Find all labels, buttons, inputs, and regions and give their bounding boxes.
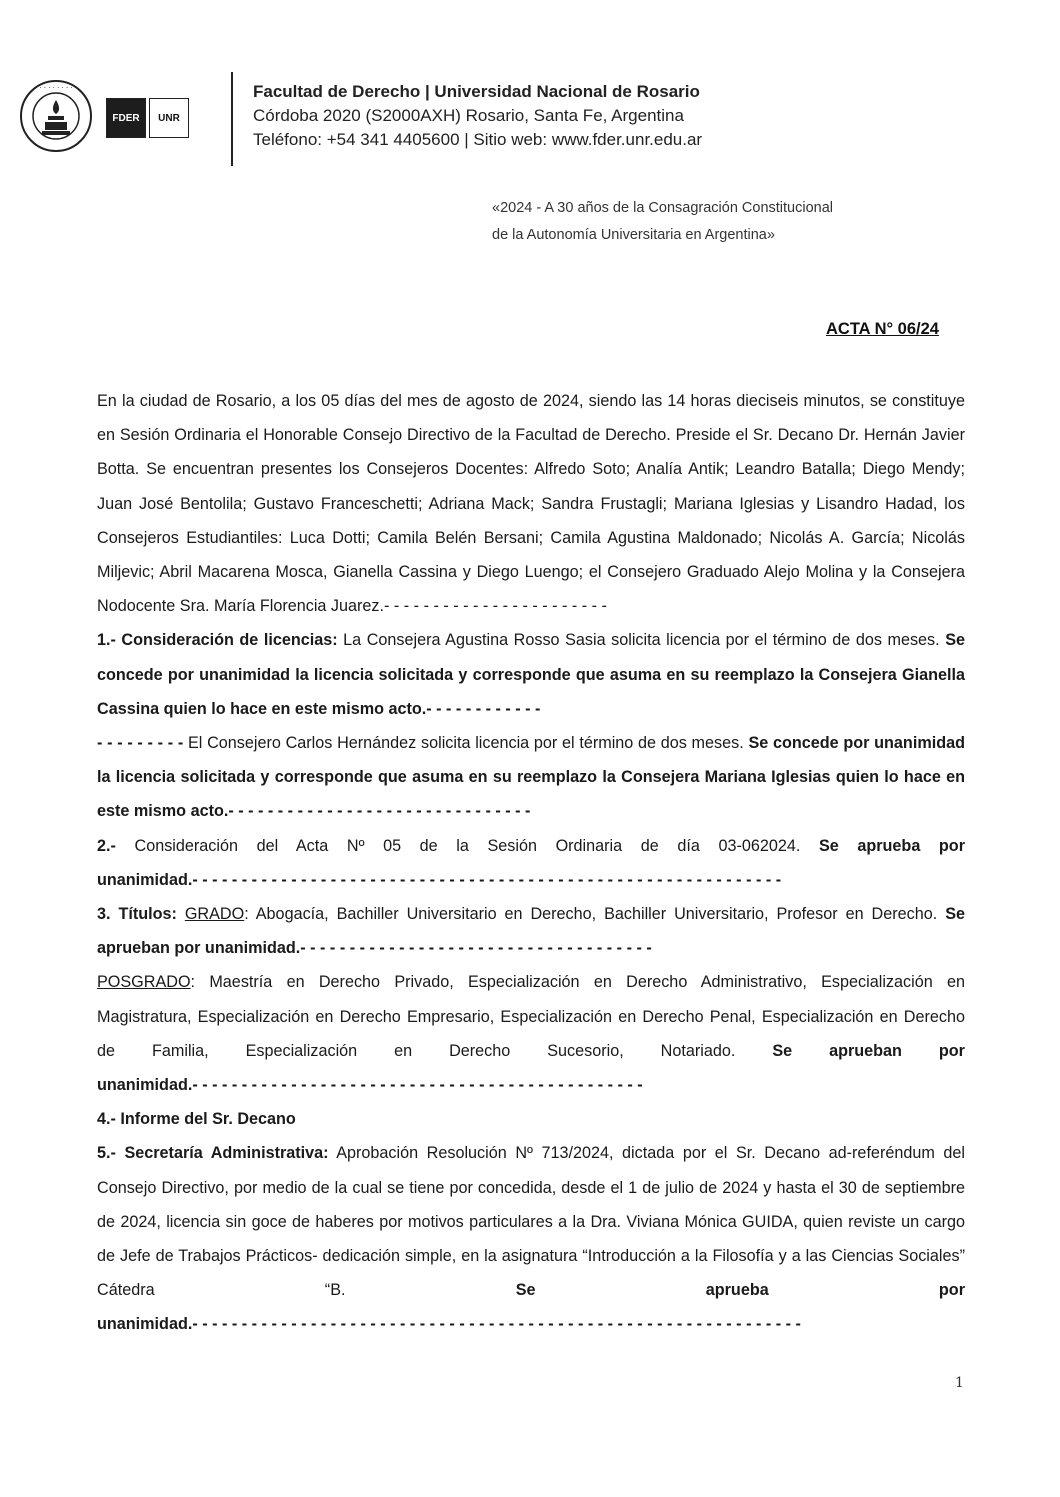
posgrado-text: : Maestría en Derecho Privado, Especialización en Derecho Administrativo, Especialización en Magistratura, Especialización en Derecho Empresario, Especialización en Derecho Penal, Especialización en Derecho de Familia, Especialización en Derecho Sucesorio, Notariado. (97, 973, 965, 1060)
svg-text:· · · · · · · ·: · · · · · · · · (39, 84, 73, 92)
header-divider (231, 72, 233, 166)
item-1b-resolution: Se concede por unanimidad la licencia solicitada y corresponde que asuma en su reemplazo la Consejera Mariana Iglesias quien lo hace en este mismo acto. (97, 734, 965, 821)
item-1b-text: El Consejero Carlos Hernández solicita licencia por el término de dos meses. (183, 734, 749, 753)
header-text (253, 80, 702, 152)
item-1 (97, 623, 965, 726)
item-5-resolution: Se aprueba por unanimidad. (97, 1281, 965, 1334)
posgrado-dash: - - - - - - - - - - - - - - - - - - - - - - - - - - - - - - - - - - - - - - - - - - - - - - (192, 1076, 643, 1095)
item-2-dash: - - - - - - - - - - - - - - - - - - - - - - - - - - - - - - - - - - - - - - - - - - - - - - - - - - - - - - - - - - - - (192, 870, 782, 889)
university-name: Universidad Nacional de Rosario (434, 82, 700, 101)
intro-text: En la ciudad de Rosario, a los 05 días del mes de agosto de 2024, siendo las 14 horas dieciseis minutos, se constituye en Sesión Ordinaria el Honorable Consejo Directivo de la Facultad de Derecho. Preside el Sr. Decano Dr. Hernán Javier Botta. Se encuentran presentes los Consejeros Docentes: Alfredo Soto; Analía Antik; Leandro Batalla; Diego Mendy; Juan José Bentolila; Gustavo Franceschetti; Adriana Mack; Sandra Frustagli; Mariana Iglesias y Lisandro Hadad, los Consejeros Estudiantiles: Luca Dotti; Camila Belén Bersani; Camila Agustina Maldonado; Nicolás A. García; Nicolás Miljevic; Abril Macarena Mosca, Gianella Cassina y Diego Luengo; el Consejero Graduado Alejo Molina y la Consejera Nodocente Sra. María Florencia Juarez. (97, 392, 965, 616)
item-1b-end-dash: - - - - - - - - - - - - - - - - - - - - - - - - - - - - - - - (228, 802, 531, 821)
item-5-heading: 5.- Secretaría Administrativa: (97, 1144, 329, 1163)
item-2-resolution: Se aprueba por unanimidad. (97, 836, 965, 889)
item-5 (97, 1136, 965, 1341)
item-4-heading: 4.- Informe del Sr. Decano (97, 1110, 296, 1129)
posgrado-label: POSGRADO (97, 973, 191, 992)
intro-dash: - - - - - - - - - - - - - - - - - - - - - - - (384, 597, 607, 616)
header-separator: | (420, 82, 435, 101)
item-1-text: La Consejera Agustina Rosso Sasia solicita licencia por el término de dos meses. (337, 631, 946, 650)
grado-text: : Abogacía, Bachiller Universitario en Derecho, Bachiller Universitario, Profesor en Derecho. (244, 905, 946, 924)
item-3-grado (97, 897, 965, 965)
grado-dash: - - - - - - - - - - - - - - - - - - - - - - - - - - - - - - - - - - - - (300, 939, 652, 958)
page-number: 1 (955, 1375, 964, 1391)
header-contact: Teléfono: +54 341 4405600 | Sitio web: www.fder.unr.edu.ar (253, 130, 703, 149)
motto-line-1: «2024 - A 30 años de la Consagración Constitucional (492, 200, 833, 216)
motto-line-2: de la Autonomía Universitaria en Argentina» (492, 227, 775, 243)
item-2 (97, 829, 965, 897)
item-1-dash: - - - - - - - - - - - - (426, 699, 541, 718)
letterhead (18, 72, 778, 172)
faculty-name: Facultad de Derecho (253, 82, 421, 101)
item-3-heading: 3. Títulos: (97, 905, 177, 924)
posgrado-resolution: Se aprueban por unanimidad. (97, 1041, 965, 1095)
item-2-heading: 2.- (97, 836, 116, 855)
acta-title: ACTA N° 06/24 (826, 320, 939, 338)
grado-resolution: Se aprueban por unanimidad. (97, 905, 965, 958)
item-1-resolution: Se concede por unanimidad la licencia solicitada y corresponde que asuma en su reemplazo la Consejera Gianella Cassina quien lo hace en este mismo acto. (97, 631, 965, 718)
intro-paragraph (97, 384, 965, 623)
document-body (97, 384, 965, 1342)
grado-label: GRADO (184, 905, 245, 924)
item-4 (97, 1102, 965, 1136)
item-5-text: Aprobación Resolución Nº 713/2024, dictada por el Sr. Decano ad-referéndum del Consejo Directivo, por medio de la cual se tiene por concedida, desde el 1 de julio de 2024 y hasta el 30 de septiembre de 2024, licencia sin goce de haberes por motivos particulares a la Dra. Viviana Mónica GUIDA, quien reviste un cargo de Jefe de Trabajos Prácticos- dedicación simple, en la asignatura “Introducción a la Filosofía y a las Ciencias Sociales” Cátedra “B. (97, 1144, 965, 1300)
item-2-text: Consideración del Acta Nº 05 de la Sesión Ordinaria de día 03-062024. (115, 836, 819, 855)
fder-logo: FDER (106, 98, 146, 138)
header-line-1 (253, 80, 702, 104)
unr-logo: UNR (149, 98, 189, 138)
item-1b-dash: - - - - - - - - - (97, 734, 184, 753)
motto (492, 195, 833, 249)
item-1-heading: 1.- Consideración de licencias: (97, 631, 338, 650)
header-address: Córdoba 2020 (S2000AXH) Rosario, Santa Fe, Argentina (253, 106, 684, 125)
university-seal-icon (18, 78, 94, 154)
item-1b (97, 726, 965, 829)
item-5-dash: - - - - - - - - - - - - - - - - - - - - - - - - - - - - - - - - - - - - - - - - - - - - - - - - - - - - - - - - - - - - - - (192, 1315, 801, 1334)
item-3-posgrado (97, 965, 965, 1102)
